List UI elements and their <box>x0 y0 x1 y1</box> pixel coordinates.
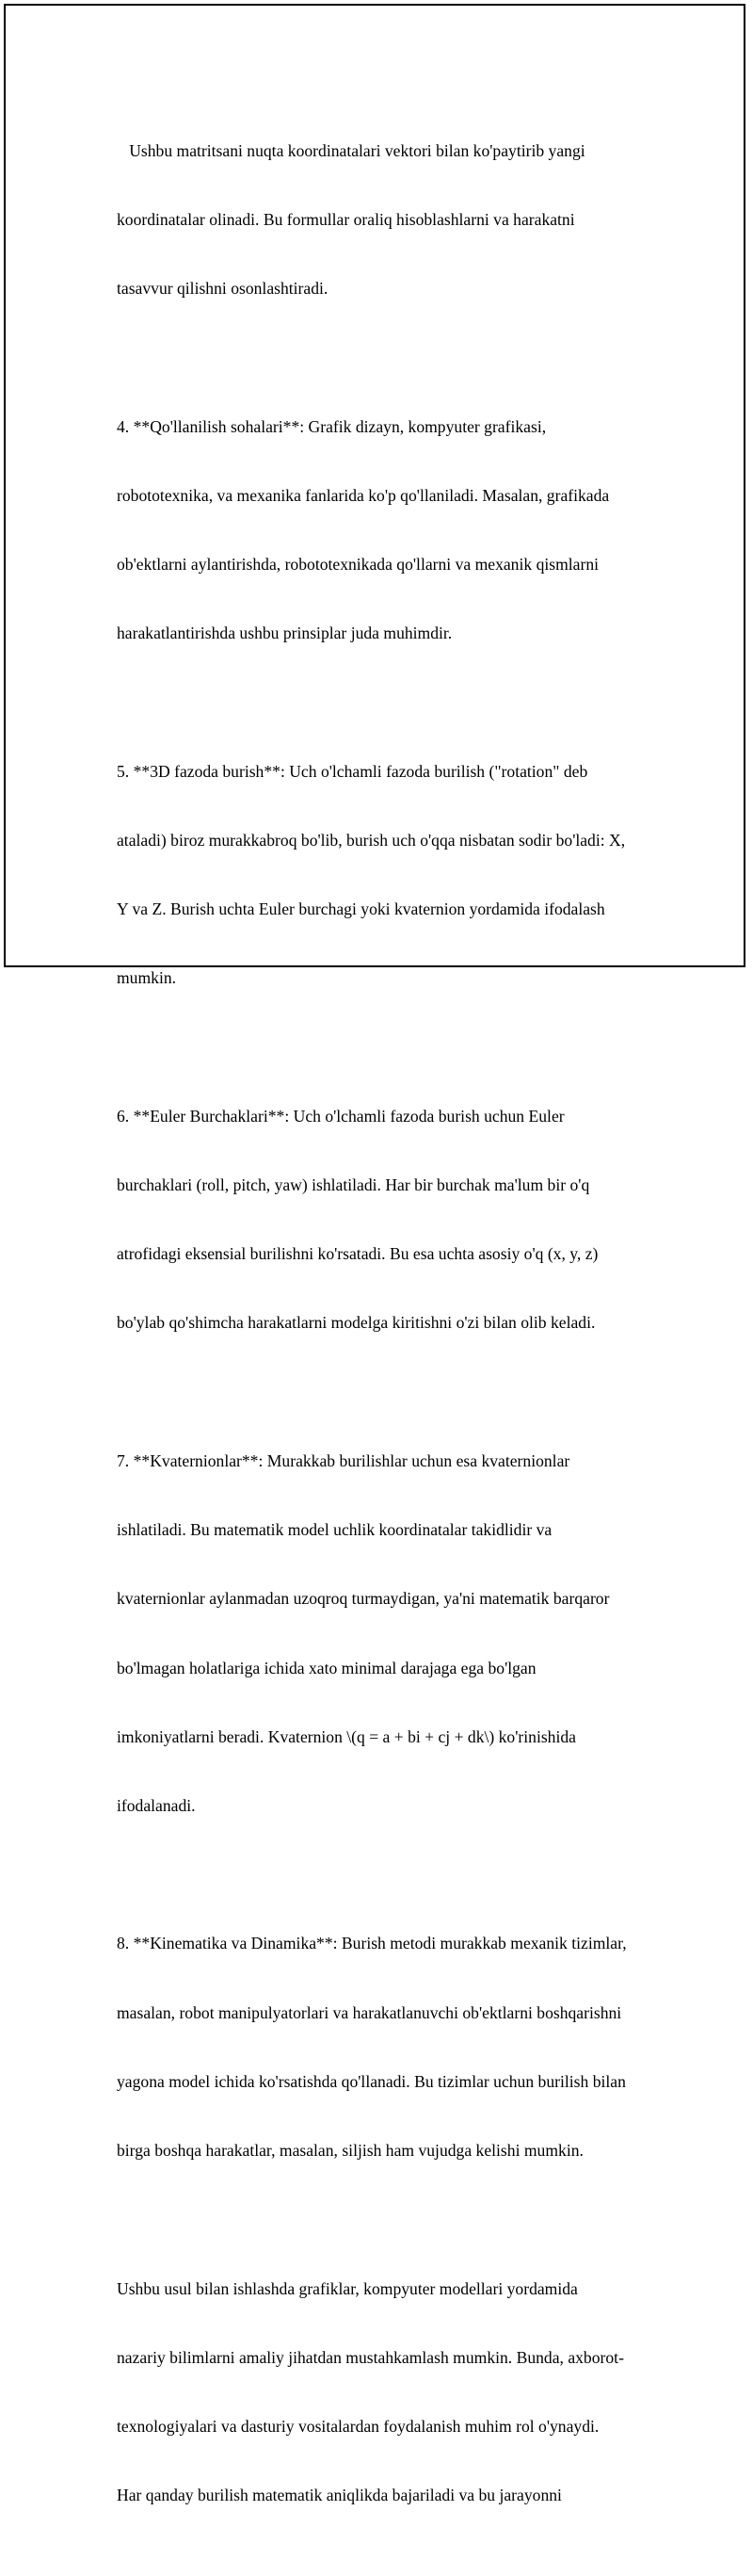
paragraph-item-7 <box>117 1403 658 1863</box>
paragraph-matrix-intro <box>117 93 658 346</box>
text-line: mumkin. <box>117 968 177 988</box>
paragraph-conclusion <box>117 2231 658 2553</box>
text-line: bo'lmagan holatlariga ichida xato minimal darajaga ega bo'lgan <box>117 1658 537 1677</box>
text-line: masalan, robot manipulyatorlari va harakatlanuvchi ob'ektlarni boshqarishni <box>117 2002 622 2022</box>
text-line: imkoniyatlarni beradi. Kvaternion \(q = a + bi + cj + dk\) ko'rinishida <box>117 1726 576 1746</box>
text-line: bo'ylab qo'shimcha harakatlarni modelga kiritishni o'zi bilan olib keladi. <box>117 1313 596 1333</box>
text-line: 6. **Euler Burchaklari**: Uch o'lchamli fazoda burish uchun Euler <box>117 1106 565 1126</box>
text-line: birga boshqa harakatlar, masalan, siljish ham vujudga kelishi mumkin. <box>117 2141 584 2161</box>
paragraph-item-5 <box>117 714 658 1036</box>
text-line: harakatlantirishda ushbu prinsiplar juda muhimdir. <box>117 624 453 643</box>
text-line: 4. **Qo'llanilish sohalari**: Grafik dizayn, kompyuter grafikasi, <box>117 416 547 436</box>
text-line: Ushbu usul bilan ishlashda grafiklar, kompyuter modellari yordamida <box>117 2278 578 2298</box>
text-line: Har qanday burilish matematik aniqlikda bajariladi va bu jarayonni <box>117 2486 562 2505</box>
paragraph-item-8 <box>117 1887 658 2209</box>
text-line: ishlatiladi. Bu matematik model uchlik koordinatalar takidlidir va <box>117 1520 553 1540</box>
text-line: nazariy bilimlarni amaliy jihatdan mustahkamlash mumkin. Bunda, axborot- <box>117 2347 624 2367</box>
text-line: ifodalanadi. <box>117 1796 196 1815</box>
text-line: atrofidagi eksensial burilishni ko'rsatadi. Bu esa uchta asosiy o'q (x, y, z) <box>117 1244 599 1264</box>
page-frame <box>4 4 745 2505</box>
text-line: 8. **Kinematika va Dinamika**: Burish metodi murakkab mexanik tizimlar, <box>117 1934 627 1953</box>
text-line: burchaklari (roll, pitch, yaw) ishlatiladi. Har bir burchak ma'lum bir o'q <box>117 1175 590 1195</box>
text-line: ataladi) biroz murakkabroq bo'lib, burish uch o'qqa nisbatan sodir bo'ladi: X, <box>117 830 626 850</box>
text-line: ob'ektlarni aylantirishda, robototexnikada qo'llarni va mexanik qismlarni <box>117 555 600 575</box>
paragraph-item-4 <box>117 369 658 691</box>
text-line: texnologiyalari va dasturiy vositalardan foydalanish muhim rol o'ynaydi. <box>117 2416 600 2436</box>
paragraph-item-6 <box>117 1059 658 1381</box>
text-line: Ushbu matritsani nuqta koordinatalari vektori bilan ko'paytirib yangi <box>117 140 585 160</box>
text-line: 7. **Kvaternionlar**: Murakkab burilishlar uchun esa kvaternionlar <box>117 1450 570 1470</box>
text-line: yagona model ichida ko'rsatishda qo'llanadi. Bu tizimlar uchun burilish bilan <box>117 2071 626 2091</box>
text-line: 5. **3D fazoda burish**: Uch o'lchamli fazoda burilish ("rotation" deb <box>117 761 588 781</box>
text-line: kvaternionlar aylanmadan uzoqroq turmaydigan, ya'ni matematik barqaror <box>117 1589 610 1609</box>
text-line: Y va Z. Burish uchta Euler burchagi yoki kvaternion yordamida ifodalash <box>117 899 605 919</box>
document-body <box>117 93 658 2576</box>
text-line: koordinatalar olinadi. Bu formullar oraliq hisoblashlarni va harakatni <box>117 210 575 230</box>
text-line: robototexnika, va mexanika fanlarida ko'p qo'llaniladi. Masalan, grafikada <box>117 485 610 505</box>
text-line: tasavvur qilishni osonlashtiradi. <box>117 279 328 299</box>
